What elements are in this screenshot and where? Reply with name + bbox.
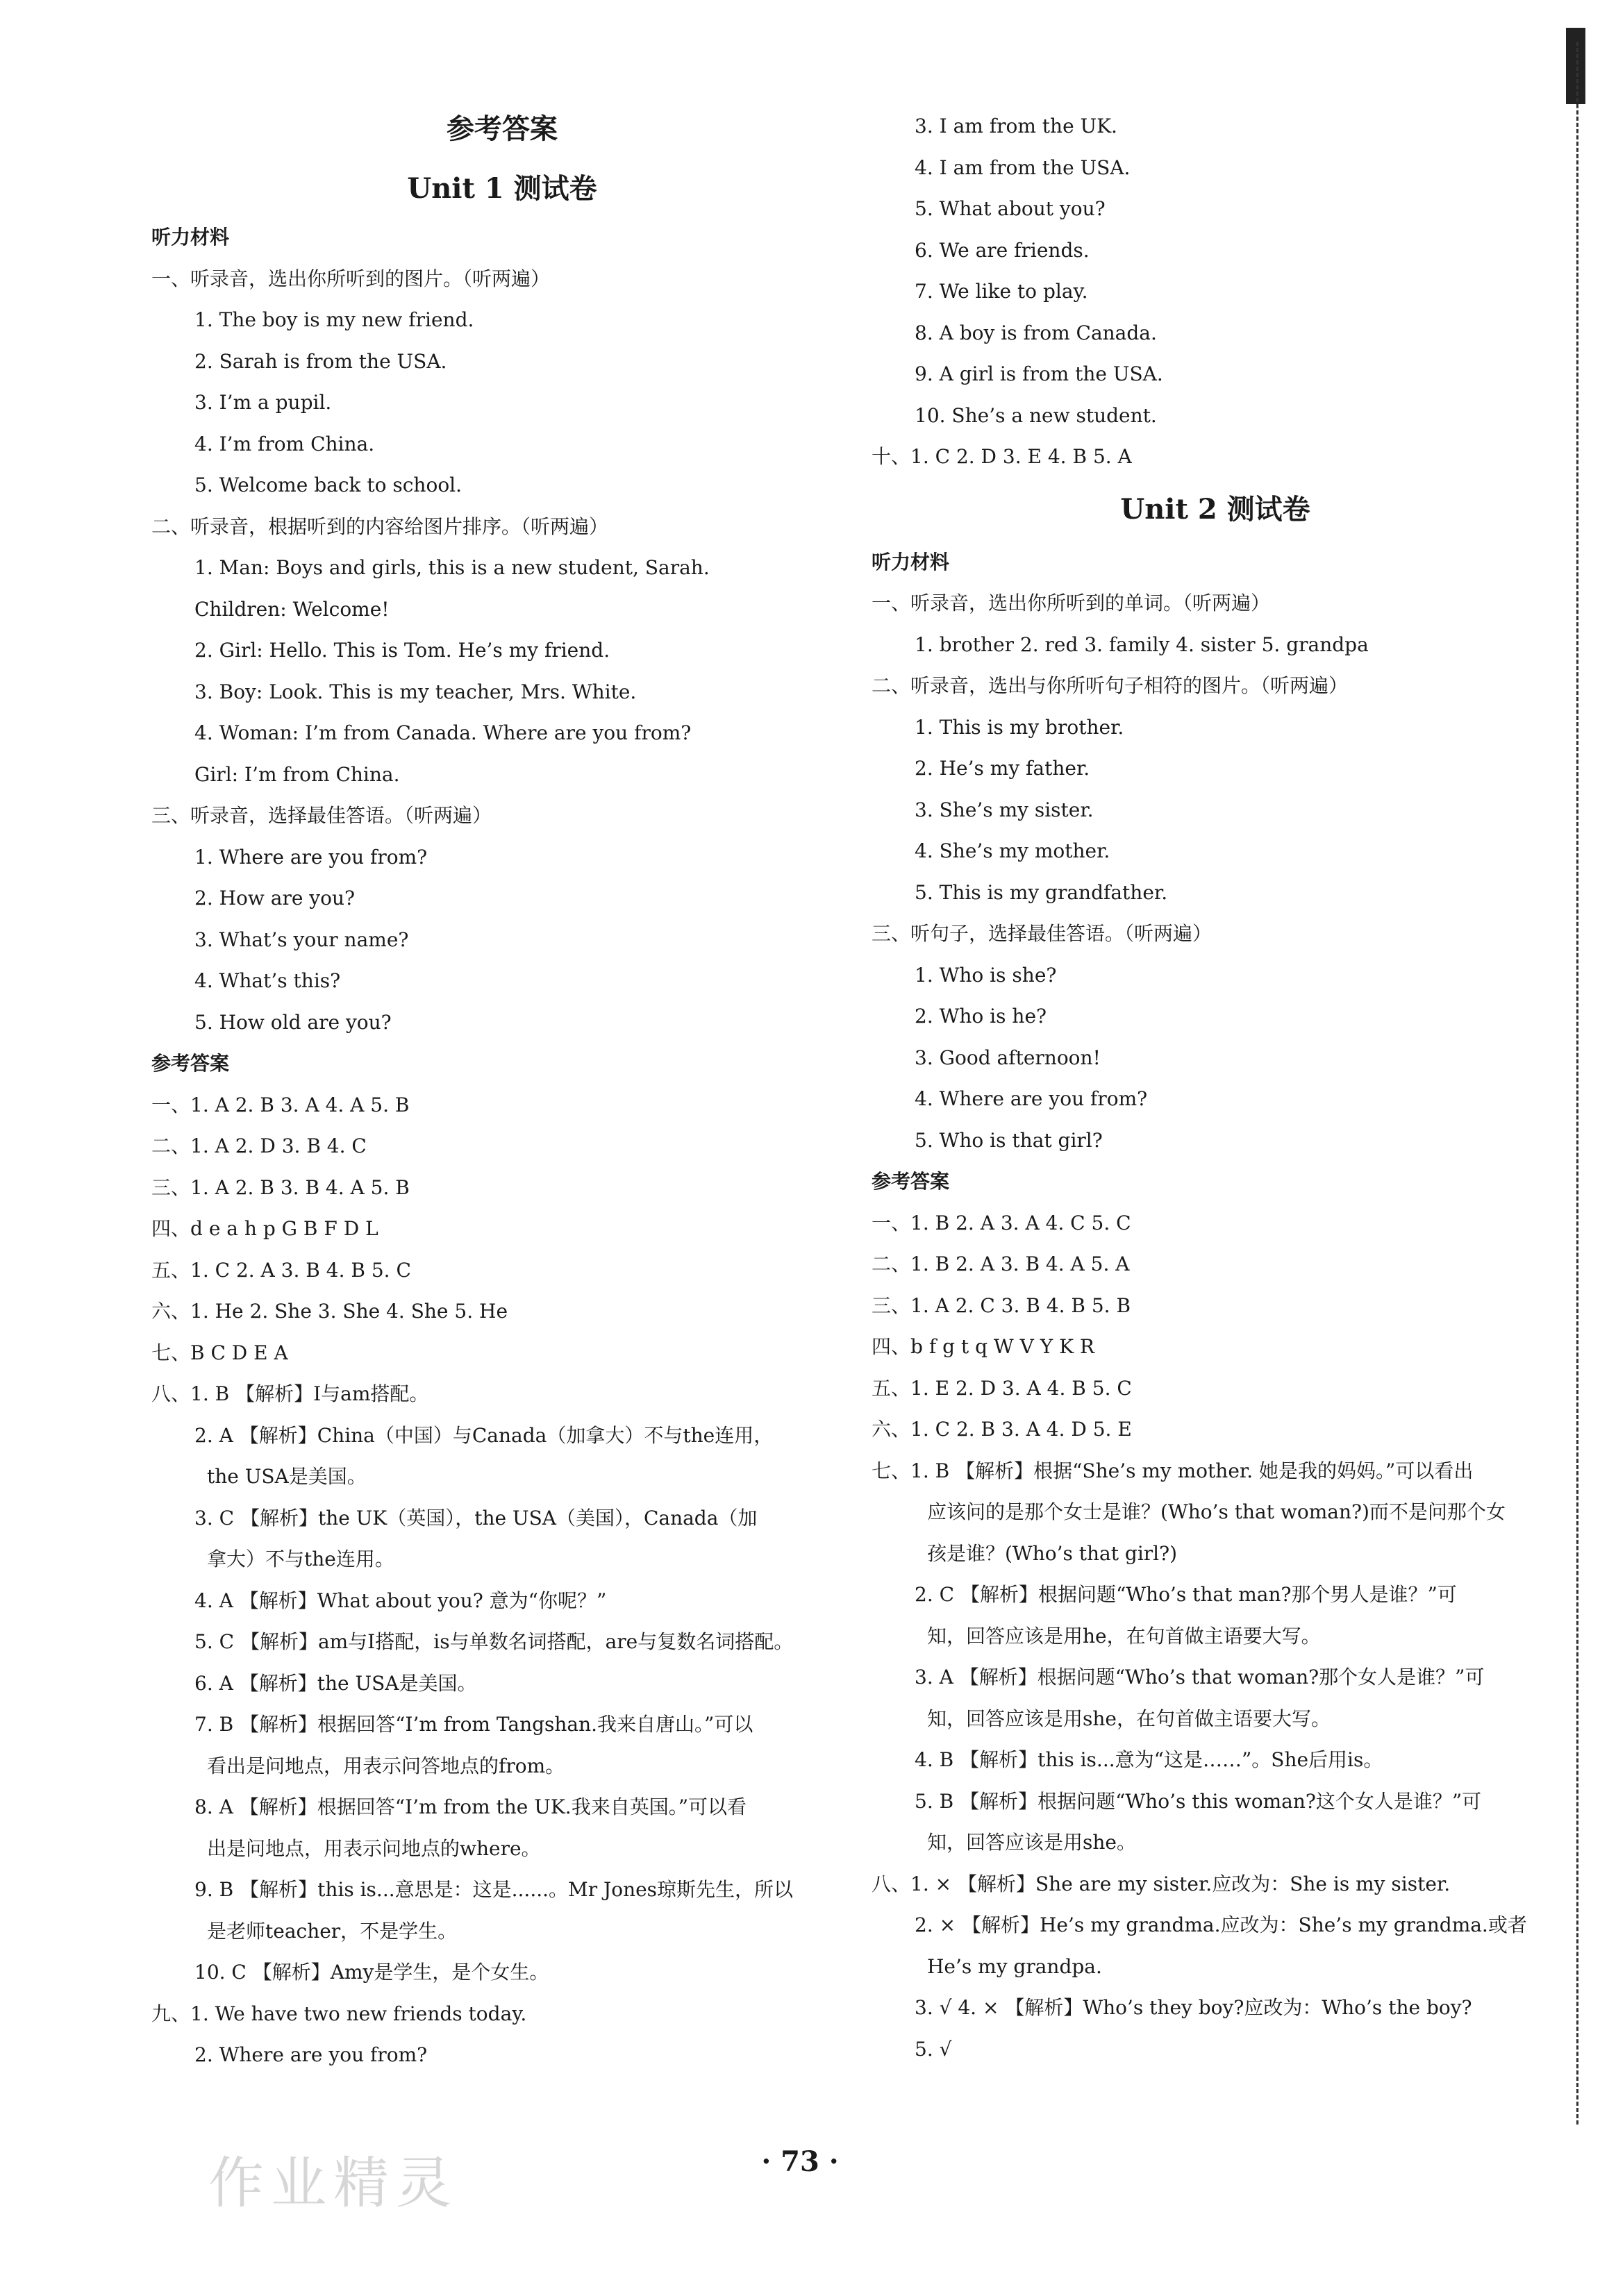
answer-line: 八、1. B 【解析】I与am搭配。 xyxy=(151,1382,429,1405)
right-column xyxy=(872,111,1559,2070)
answer-line: 7. B 【解析】根据回答“I’m from Tangshan.我来自唐山。”可以 xyxy=(194,1713,753,1736)
answer-line: 4. A 【解析】What about you? 意为“你呢？” xyxy=(194,1589,607,1612)
answer-line: 5. √ xyxy=(915,2037,952,2061)
question-heading: 二、听录音，选出与你所听句子相符的图片。（听两遍） xyxy=(872,674,1349,697)
answer-line: 三、1. A 2. B 3. B 4. A 5. B xyxy=(151,1175,410,1199)
text-line: 1. This is my brother. xyxy=(915,715,1124,739)
answer-line: 是老师teacher，不是学生。 xyxy=(207,1919,458,1943)
answer-line: 六、1. He 2. She 3. She 4. She 5. He xyxy=(151,1300,508,1323)
text-line: 2. Girl: Hello. This is Tom. He’s my friend. xyxy=(194,639,610,662)
text-line: 4. She’s my mother. xyxy=(915,839,1110,862)
text-line: 5. This is my grandfather. xyxy=(915,880,1168,904)
answer-line: 5. C 【解析】am与I搭配，is与单数名词搭配，are与复数名词搭配。 xyxy=(194,1630,794,1653)
answer-line: 6. A 【解析】the USA是美国。 xyxy=(194,1671,477,1695)
answer-line: 孩是谁？(Who’s that girl?) xyxy=(927,1541,1178,1565)
answer-line: 5. What about you? xyxy=(915,197,1106,220)
section-heading: 参考答案 xyxy=(872,1170,950,1193)
text-line: 3. She’s my sister. xyxy=(915,798,1094,821)
answer-line: 一、1. B 2. A 3. A 4. C 5. C xyxy=(872,1211,1131,1234)
answer-line: 6. We are friends. xyxy=(915,238,1090,262)
answer-line: 4. I am from the USA. xyxy=(915,156,1131,179)
watermark: 作业精灵 xyxy=(208,2151,458,2215)
answer-line: 9. B 【解析】this is...意思是：这是......。Mr Jones琼斯先生，所以 xyxy=(194,1878,794,1901)
answer-line: 四、d e a h p G B F D L xyxy=(151,1217,378,1240)
text-line: 1. Man: Boys and girls, this is a new student, Sarah. xyxy=(194,556,710,579)
question-heading: 二、听录音，根据听到的内容给图片排序。（听两遍） xyxy=(151,514,609,538)
text-line: Girl: I’m from China. xyxy=(194,762,400,786)
answer-line: 看出是问地点，用表示问答地点的from。 xyxy=(207,1754,565,1777)
answer-line: 3. √ 4. × 【解析】Who’s they boy?应改为：Who’s the boy? xyxy=(915,1996,1472,2019)
page-number: · 73 · xyxy=(761,2145,839,2178)
answer-line: 四、b f g t q W V Y K R xyxy=(872,1335,1094,1358)
answer-line: 10. C 【解析】Amy是学生，是个女生。 xyxy=(194,1961,549,1984)
section-heading: 参考答案 xyxy=(151,1052,230,1075)
text-line: 4. What’s this? xyxy=(194,969,341,992)
question-heading: 一、听录音，选出你所听到的图片。（听两遍） xyxy=(151,267,551,290)
answer-line: 知，回答应该是用he，在句首做主语要大写。 xyxy=(927,1624,1321,1648)
text-line: 3. Good afternoon! xyxy=(915,1046,1101,1069)
answer-line: He’s my grandpa. xyxy=(927,1954,1102,1978)
text-line: 2. He’s my father. xyxy=(915,757,1090,780)
text-line: 2. Sarah is from the USA. xyxy=(194,349,447,373)
answer-line: 二、1. B 2. A 3. B 4. A 5. A xyxy=(872,1252,1130,1275)
text-line: 4. Woman: I’m from Canada. Where are you from? xyxy=(194,721,692,744)
answer-line: 七、B C D E A xyxy=(151,1341,288,1364)
text-line: 2. Who is he? xyxy=(915,1005,1047,1028)
text-line: Children: Welcome! xyxy=(194,597,390,621)
section-heading: 听力材料 xyxy=(151,226,230,249)
text-line: 4. I’m from China. xyxy=(194,432,375,455)
answer-line: 5. B 【解析】根据问题“Who’s this woman?这个女人是谁？”可 xyxy=(915,1789,1482,1813)
answer-line: 8. A boy is from Canada. xyxy=(915,321,1157,344)
answer-line: 9. A girl is from the USA. xyxy=(915,362,1163,385)
answer-line: 七、1. B 【解析】根据“She’s my mother. 她是我的妈妈。”可以看出 xyxy=(872,1459,1474,1482)
text-line: 2. How are you? xyxy=(194,887,356,910)
answer-line: 拿大）不与the连用。 xyxy=(207,1548,394,1570)
answer-line: 十、1. C 2. D 3. E 4. B 5. A xyxy=(872,445,1132,468)
text-line: 3. Boy: Look. This is my teacher, Mrs. White. xyxy=(194,680,637,703)
binding-mark xyxy=(1566,28,1585,104)
answer-line: 7. We like to play. xyxy=(915,280,1088,303)
text-line: 1. Where are you from? xyxy=(194,845,428,869)
answer-line: 三、1. A 2. C 3. B 4. B 5. B xyxy=(872,1293,1131,1317)
answer-line: 二、1. A 2. D 3. B 4. C xyxy=(151,1134,367,1157)
answer-line: 10. She’s a new student. xyxy=(915,403,1157,427)
text-line: 3. What’s your name? xyxy=(194,928,409,951)
text-line: 5. How old are you? xyxy=(194,1010,392,1034)
answer-line: 五、1. C 2. A 3. B 4. B 5. C xyxy=(151,1258,411,1282)
text-line: 1. Who is she? xyxy=(915,963,1057,987)
answer-line: 3. A 【解析】根据问题“Who’s that woman?那个女人是谁？”可 xyxy=(915,1666,1485,1689)
answer-line: 五、1. E 2. D 3. A 4. B 5. C xyxy=(872,1376,1132,1400)
text-line: 4. Where are you from? xyxy=(915,1087,1148,1110)
text-line: 1. The boy is my new friend. xyxy=(194,308,474,331)
answer-line: 2. A 【解析】China（中国）与Canada（加拿大）不与the连用， xyxy=(194,1423,774,1447)
unit-title: Unit 1 测试卷 xyxy=(407,172,597,205)
text-line: 1. brother 2. red 3. family 4. sister 5. grandpa xyxy=(915,632,1369,656)
answer-line: 8. A 【解析】根据回答“I’m from the UK.我来自英国。”可以看 xyxy=(194,1795,747,1818)
answer-line: the USA是美国。 xyxy=(207,1465,367,1488)
left-column xyxy=(151,111,853,2076)
answer-line: 应该问的是那个女士是谁？(Who’s that woman?)而不是问那个女 xyxy=(927,1500,1506,1523)
answer-line: 知，回答应该是用she。 xyxy=(927,1831,1136,1854)
answer-line: 2. C 【解析】根据问题“Who’s that man?那个男人是谁？”可 xyxy=(915,1583,1457,1606)
question-heading: 三、听录音，选择最佳答语。（听两遍） xyxy=(151,804,492,827)
answer-line: 九、1. We have two new friends today. xyxy=(151,2002,527,2025)
question-heading: 一、听录音，选出你所听到的单词。（听两遍） xyxy=(872,592,1271,614)
unit-title: Unit 2 测试卷 xyxy=(1120,492,1310,526)
text-line: 5. Who is that girl? xyxy=(915,1128,1103,1152)
question-heading: 三、听句子，选择最佳答语。（听两遍） xyxy=(872,922,1212,945)
answer-line: 2. × 【解析】He’s my grandma.应改为：She’s my grandma.或者 xyxy=(915,1913,1527,1936)
answer-line: 3. I am from the UK. xyxy=(915,115,1117,137)
text-line: 3. I’m a pupil. xyxy=(194,391,332,414)
answer-line: 知，回答应该是用she，在句首做主语要大写。 xyxy=(927,1707,1331,1730)
answer-line: 4. B 【解析】this is...意为“这是……”。She后用is。 xyxy=(915,1748,1383,1771)
text-line: 5. Welcome back to school. xyxy=(194,474,462,496)
answer-line: 六、1. C 2. B 3. A 4. D 5. E xyxy=(872,1418,1132,1441)
answer-line: 出是问地点，用表示问地点的where。 xyxy=(207,1836,541,1860)
answer-line: 一、1. A 2. B 3. A 4. A 5. B xyxy=(151,1093,410,1116)
answer-line: 3. C 【解析】the UK（英国），the USA（美国），Canada（加 xyxy=(194,1506,758,1530)
answer-line: 2. Where are you from? xyxy=(194,2043,428,2066)
section-heading: 听力材料 xyxy=(872,550,950,573)
answer-line: 八、1. × 【解析】She are my sister.应改为：She is my sister. xyxy=(872,1872,1451,1895)
page-title: 参考答案 xyxy=(447,113,558,145)
cut-line xyxy=(1576,42,1578,2125)
